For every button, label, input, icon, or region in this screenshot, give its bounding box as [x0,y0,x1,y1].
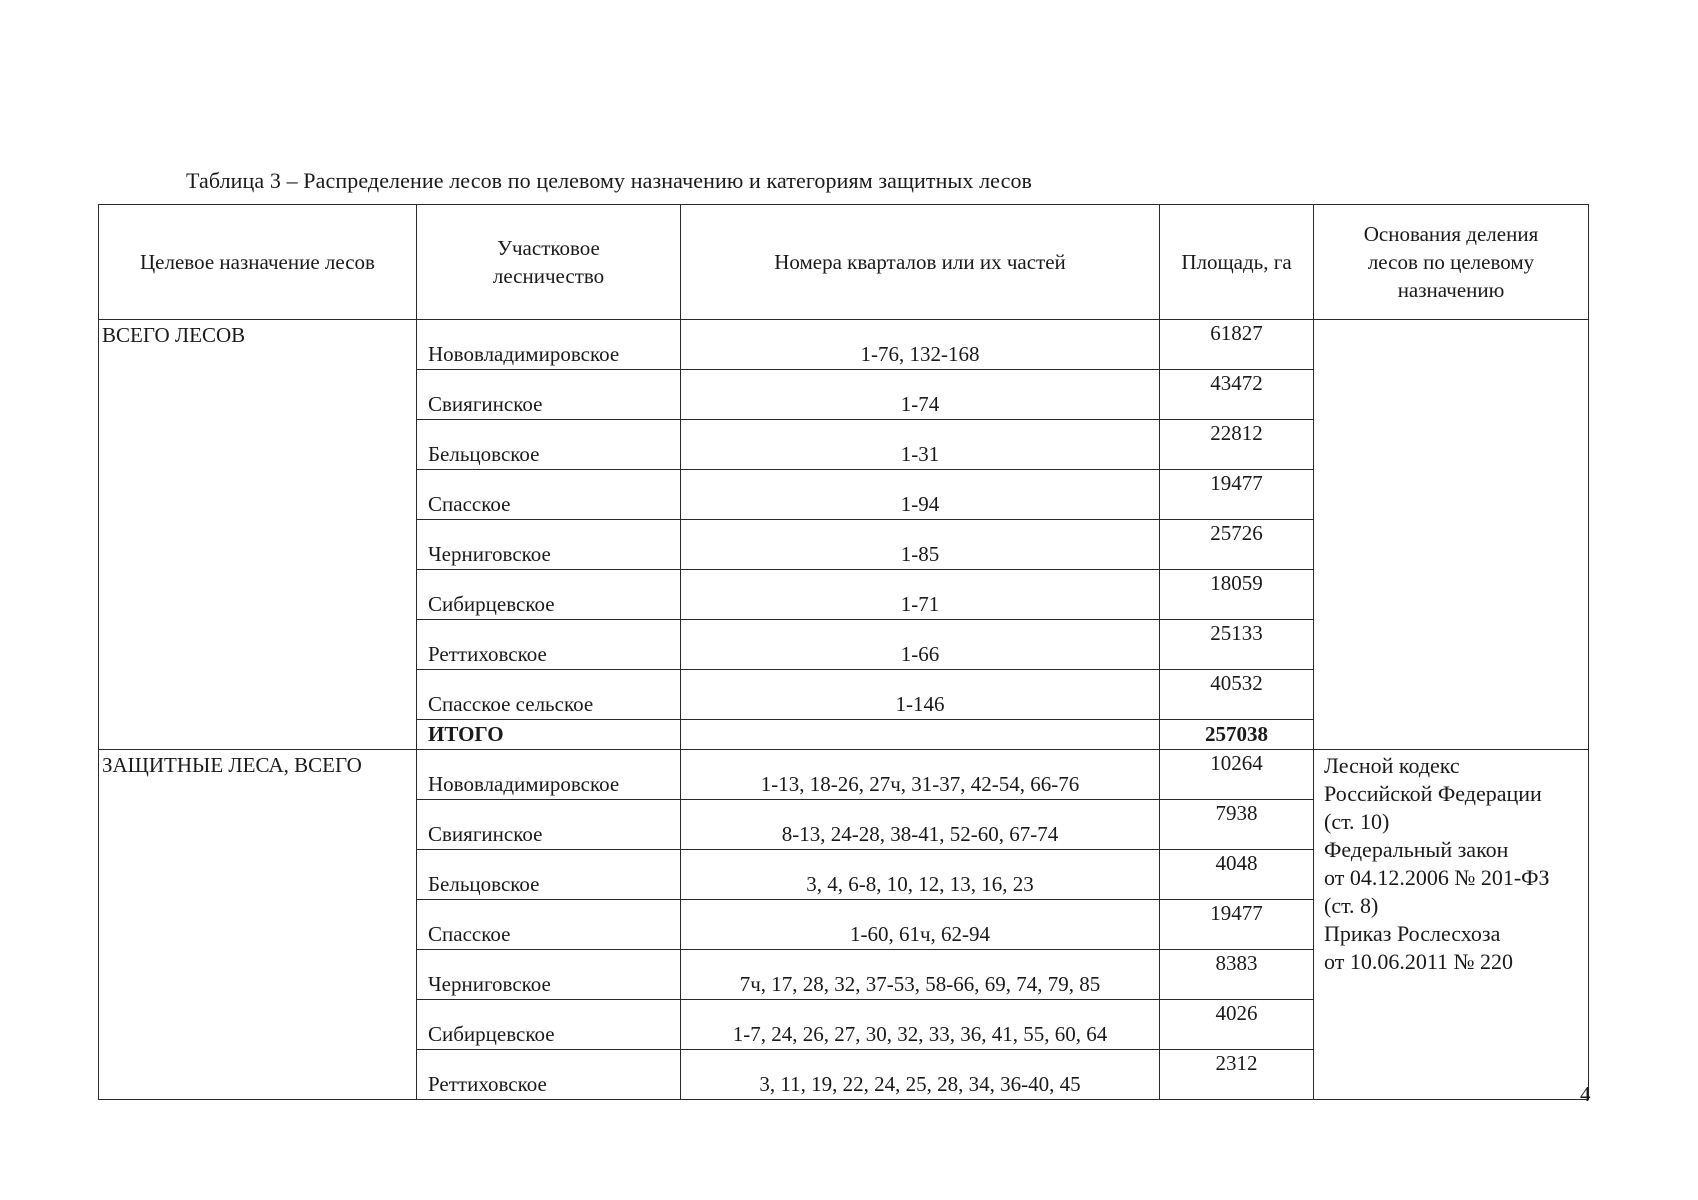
quarter-numbers: 3, 4, 6-8, 10, 12, 13, 16, 23 [681,850,1160,900]
quarter-numbers: 1-74 [681,370,1160,420]
district-name: Бельцовское [417,850,681,900]
section-title: ВСЕГО ЛЕСОВ [99,320,417,750]
table-row [99,320,1589,370]
district-name: Спасское [417,900,681,950]
district-name: Свиягинское [417,370,681,420]
quarter-numbers: 1-31 [681,420,1160,470]
header-area: Площадь, га [1160,205,1314,320]
area-value: 10264 [1160,750,1314,800]
district-name: Бельцовское [417,420,681,470]
district-name: Реттиховское [417,1050,681,1100]
page-number: 4 [1580,1082,1591,1106]
basis-cell [1314,320,1589,750]
basis-line: (ст. 8) [1324,893,1379,918]
table-header-row [99,205,1589,320]
district-name: Черниговское [417,950,681,1000]
header-quarters: Номера кварталов или их частей [681,205,1160,320]
table-caption: Таблица 3 – Распределение лесов по целевому назначению и категориям защитных лесов [186,168,1033,193]
basis-line: от 10.06.2011 № 220 [1324,949,1513,974]
header-district: Участковое лесничество [417,205,681,320]
basis-line: Приказ Рослесхоза [1324,921,1501,946]
basis-line: Лесной кодекс [1324,753,1460,778]
area-value: 61827 [1160,320,1314,370]
area-value: 25133 [1160,620,1314,670]
area-value: 4026 [1160,1000,1314,1050]
total-area: 257038 [1160,720,1314,750]
area-value: 7938 [1160,800,1314,850]
quarter-numbers: 1-66 [681,620,1160,670]
total-quarters-empty [681,720,1160,750]
quarter-numbers: 1-7, 24, 26, 27, 30, 32, 33, 36, 41, 55, 60, 64 [681,1000,1160,1050]
forest-distribution-table [98,204,1589,1100]
area-value: 40532 [1160,670,1314,720]
district-name: Черниговское [417,520,681,570]
total-label: ИТОГО [417,720,681,750]
header-purpose: Целевое назначение лесов [99,205,417,320]
quarter-numbers: 8-13, 24-28, 38-41, 52-60, 67-74 [681,800,1160,850]
basis-line: Федеральный закон [1324,837,1509,862]
table-row [99,750,1589,800]
quarter-numbers: 3, 11, 19, 22, 24, 25, 28, 34, 36-40, 45 [681,1050,1160,1100]
area-value: 43472 [1160,370,1314,420]
area-value: 18059 [1160,570,1314,620]
district-name: Спасское сельское [417,670,681,720]
district-name: Сибирцевское [417,1000,681,1050]
basis-line: Российской Федерации [1324,781,1542,806]
district-name: Сибирцевское [417,570,681,620]
section-title: ЗАЩИТНЫЕ ЛЕСА, ВСЕГО [99,750,417,1100]
area-value: 8383 [1160,950,1314,1000]
area-value: 25726 [1160,520,1314,570]
area-value: 4048 [1160,850,1314,900]
header-basis: Основания деления лесов по целевому назначению [1314,205,1589,320]
district-name: Спасское [417,470,681,520]
basis-line: от 04.12.2006 № 201-ФЗ [1324,865,1550,890]
quarter-numbers: 1-13, 18-26, 27ч, 31-37, 42-54, 66-76 [681,750,1160,800]
area-value: 19477 [1160,470,1314,520]
quarter-numbers: 1-146 [681,670,1160,720]
district-name: Нововладимировское [417,750,681,800]
quarter-numbers: 1-71 [681,570,1160,620]
quarter-numbers: 1-76, 132-168 [681,320,1160,370]
basis-line: (ст. 10) [1324,809,1390,834]
area-value: 2312 [1160,1050,1314,1100]
quarter-numbers: 1-94 [681,470,1160,520]
area-value: 19477 [1160,900,1314,950]
quarter-numbers: 1-85 [681,520,1160,570]
district-name: Нововладимировское [417,320,681,370]
table-body [99,320,1589,1100]
quarter-numbers: 1-60, 61ч, 62-94 [681,900,1160,950]
district-name: Свиягинское [417,800,681,850]
quarter-numbers: 7ч, 17, 28, 32, 37-53, 58-66, 69, 74, 79, 85 [681,950,1160,1000]
area-value: 22812 [1160,420,1314,470]
basis-cell [1314,750,1589,1100]
district-name: Реттиховское [417,620,681,670]
